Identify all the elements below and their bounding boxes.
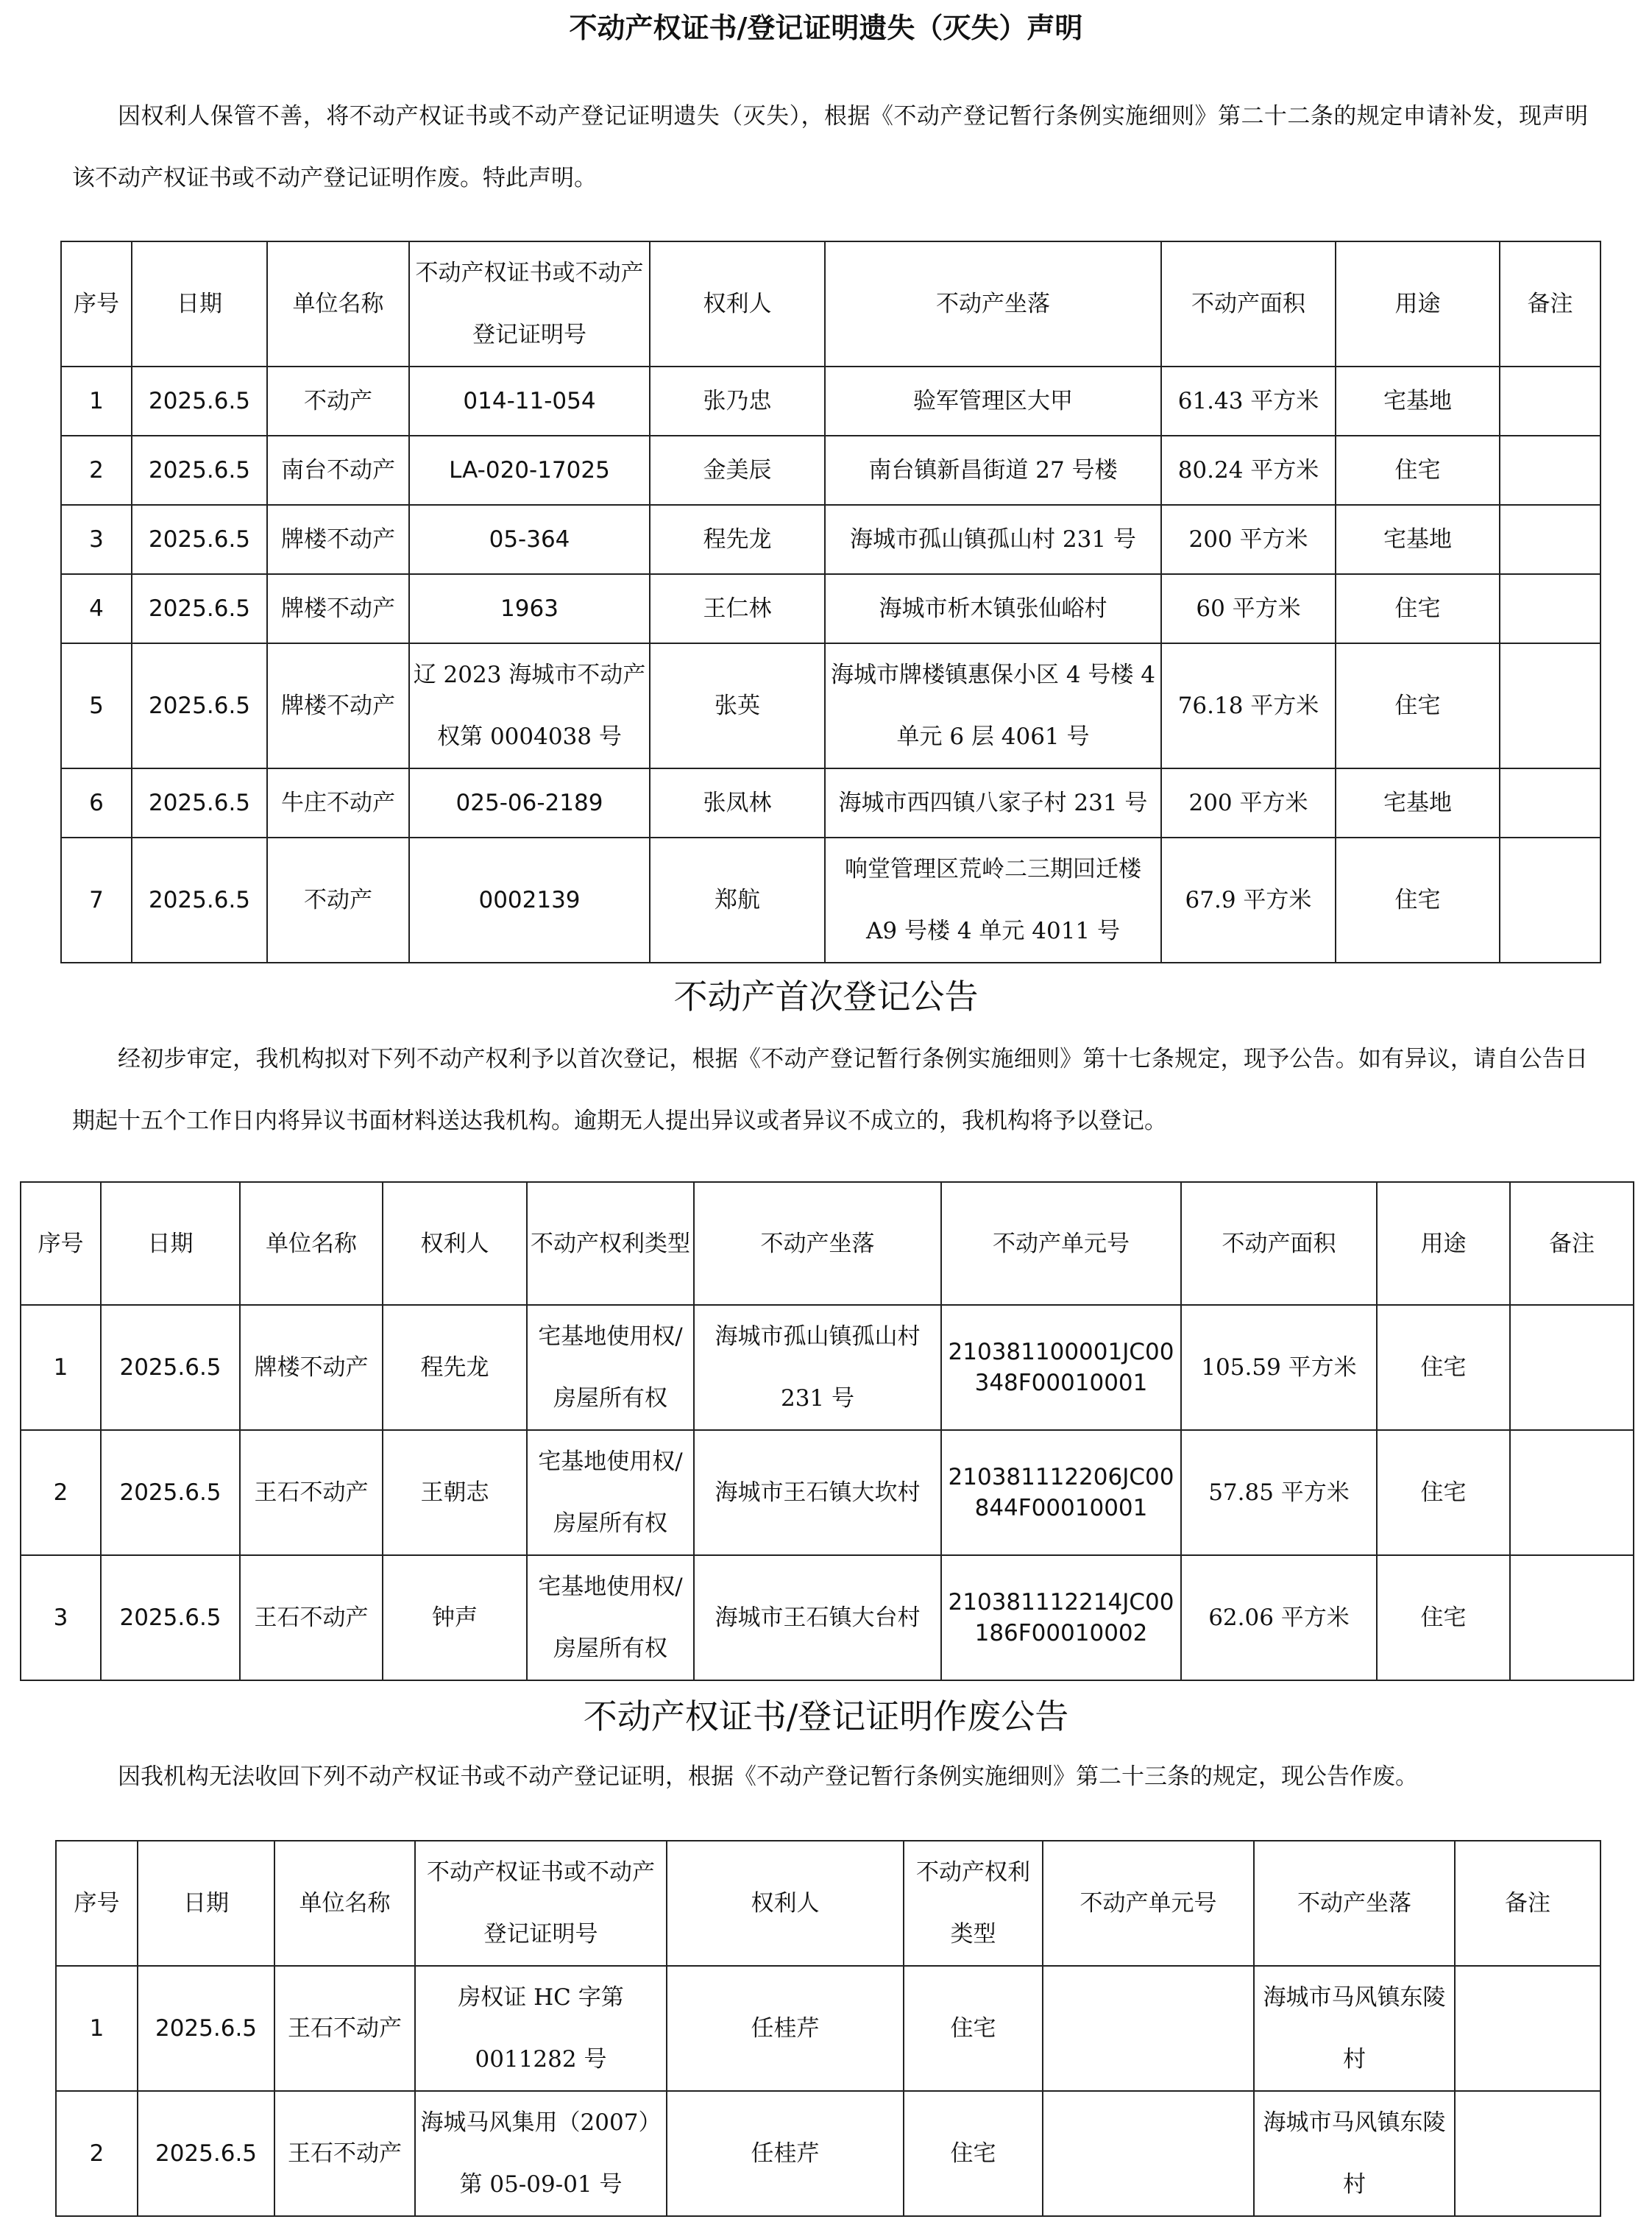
table-cell: 海城市王石镇大台村 — [694, 1555, 941, 1680]
table-cell: 5 — [61, 643, 132, 768]
table-cell: 62.06 平方米 — [1181, 1555, 1377, 1680]
header-cell: 不动产单元号 — [941, 1182, 1181, 1305]
table-cell: 住宅 — [1336, 838, 1500, 963]
table-cell: 任桂芹 — [667, 1966, 904, 2091]
table-cell: 6 — [61, 768, 132, 838]
table-cell: 200 平方米 — [1161, 768, 1336, 838]
lost-certificate-paragraph: 因权利人保管不善，将不动产权证书或不动产登记证明遗失（灭失），根据《不动产登记暂行条例实施细则》第二十二条的规定申请补发，现声明该不动产权证书或不动产登记证明作废。特此声明。 — [72, 103, 1588, 191]
header-cell: 单位名称 — [274, 1841, 415, 1966]
table-row — [21, 1430, 1634, 1555]
table-row — [61, 838, 1600, 963]
table-cell: 宅基地使用权/房屋所有权 — [527, 1430, 694, 1555]
header-cell: 不动产权利类型 — [527, 1182, 694, 1305]
table-cell: 海城市王石镇大坎村 — [694, 1430, 941, 1555]
table-cell: 05-364 — [409, 505, 650, 574]
header-cell: 用途 — [1336, 241, 1500, 367]
header-cell: 不动产坐落 — [1254, 1841, 1455, 1966]
table-cell: 海城市孤山镇孤山村 231 号 — [694, 1305, 941, 1430]
table-cell: 宅基地 — [1336, 367, 1500, 436]
table-cell: 金美辰 — [650, 436, 825, 505]
table-cell: 2025.6.5 — [132, 574, 267, 643]
table-cell: 牌楼不动产 — [267, 643, 409, 768]
table-cell: 住宅 — [1336, 436, 1500, 505]
table-cell: 海城市析木镇张仙峪村 — [825, 574, 1161, 643]
table-cell — [1455, 2091, 1600, 2216]
table-cell: 海城市孤山镇孤山村 231 号 — [825, 505, 1161, 574]
table-cell: 61.43 平方米 — [1161, 367, 1336, 436]
table-row — [61, 768, 1600, 838]
table-cell: 宅基地使用权/房屋所有权 — [527, 1555, 694, 1680]
table-cell: 程先龙 — [383, 1305, 527, 1430]
table-cell: 海城市马风镇东陵村 — [1254, 2091, 1455, 2216]
table-cell — [1510, 1555, 1634, 1680]
header-cell: 不动产单元号 — [1043, 1841, 1254, 1966]
header-cell: 备注 — [1455, 1841, 1600, 1966]
table-cell: 1 — [61, 367, 132, 436]
header-cell: 权利人 — [650, 241, 825, 367]
header-cell: 权利人 — [667, 1841, 904, 1966]
table-cell — [1500, 505, 1600, 574]
table-cell: 2025.6.5 — [101, 1305, 240, 1430]
header-cell: 序号 — [56, 1841, 138, 1966]
header-cell: 用途 — [1377, 1182, 1510, 1305]
header-cell: 序号 — [61, 241, 132, 367]
header-cell: 序号 — [21, 1182, 101, 1305]
table-cell: 海城市牌楼镇惠保小区 4 号楼 4 单元 6 层 4061 号 — [825, 643, 1161, 768]
table-cell: 南台镇新昌街道 27 号楼 — [825, 436, 1161, 505]
table-cell: 住宅 — [904, 2091, 1043, 2216]
table-cell: 牌楼不动产 — [267, 505, 409, 574]
table-cell — [1043, 1966, 1254, 2091]
table-cell: 210381100001JC00348F00010001 — [941, 1305, 1181, 1430]
header-cell: 单位名称 — [240, 1182, 383, 1305]
table-cell: 0002139 — [409, 838, 650, 963]
table-cell: 辽 2023 海城市不动产权第 0004038 号 — [409, 643, 650, 768]
table-cell — [1500, 574, 1600, 643]
header-cell: 不动产权利类型 — [904, 1841, 1043, 1966]
table-cell — [1510, 1305, 1634, 1430]
table-cell: 2025.6.5 — [132, 838, 267, 963]
table-cell: 牌楼不动产 — [240, 1305, 383, 1430]
table-cell: 王石不动产 — [240, 1555, 383, 1680]
table-cell — [1500, 367, 1600, 436]
table-cell: 2 — [56, 2091, 138, 2216]
table-header-row — [21, 1182, 1634, 1305]
table-row — [56, 2091, 1600, 2216]
header-cell: 不动产权证书或不动产登记证明号 — [409, 241, 650, 367]
table-cell: 牌楼不动产 — [267, 574, 409, 643]
table-cell: 7 — [61, 838, 132, 963]
first-registration-table — [20, 1181, 1634, 1681]
table-cell: 1 — [56, 1966, 138, 2091]
void-certificate-title: 不动产权证书/登记证明作废公告 — [583, 1696, 1069, 1736]
header-cell: 不动产面积 — [1161, 241, 1336, 367]
table-row — [61, 574, 1600, 643]
table-cell — [1500, 838, 1600, 963]
table-cell — [1500, 436, 1600, 505]
table-cell: 住宅 — [904, 1966, 1043, 2091]
table-row — [61, 367, 1600, 436]
table-cell: 025-06-2189 — [409, 768, 650, 838]
table-row — [21, 1305, 1634, 1430]
table-cell — [1455, 1966, 1600, 2091]
header-cell: 日期 — [138, 1841, 274, 1966]
table-cell: 2025.6.5 — [138, 2091, 274, 2216]
table-cell: 郑航 — [650, 838, 825, 963]
table-cell: 3 — [61, 505, 132, 574]
table-cell: 67.9 平方米 — [1161, 838, 1336, 963]
table-cell: 76.18 平方米 — [1161, 643, 1336, 768]
table-cell: 海城市西四镇八家子村 231 号 — [825, 768, 1161, 838]
table-cell: 王石不动产 — [240, 1430, 383, 1555]
header-cell: 日期 — [132, 241, 267, 367]
table-cell: 2025.6.5 — [132, 768, 267, 838]
lost-certificate-table — [60, 241, 1601, 963]
header-cell: 不动产坐落 — [825, 241, 1161, 367]
table-cell: 住宅 — [1377, 1430, 1510, 1555]
table-cell: 任桂芹 — [667, 2091, 904, 2216]
table-cell: 60 平方米 — [1161, 574, 1336, 643]
table-row — [61, 505, 1600, 574]
table-cell: 程先龙 — [650, 505, 825, 574]
table-cell: 海城马风集用（2007）第 05-09-01 号 — [415, 2091, 667, 2216]
table-cell: 王朝志 — [383, 1430, 527, 1555]
table-cell: 张凤林 — [650, 768, 825, 838]
header-cell: 日期 — [101, 1182, 240, 1305]
header-cell: 不动产坐落 — [694, 1182, 941, 1305]
table-cell: 王仁林 — [650, 574, 825, 643]
header-cell: 备注 — [1500, 241, 1600, 367]
table-row — [56, 1966, 1600, 2091]
table-cell: 2025.6.5 — [132, 367, 267, 436]
table-cell: 宅基地使用权/房屋所有权 — [527, 1305, 694, 1430]
table-cell: 住宅 — [1377, 1305, 1510, 1430]
table-cell: 2 — [61, 436, 132, 505]
table-cell: 王石不动产 — [274, 2091, 415, 2216]
table-cell: 105.59 平方米 — [1181, 1305, 1377, 1430]
table-cell: 2025.6.5 — [101, 1555, 240, 1680]
table-cell: 2025.6.5 — [132, 643, 267, 768]
void-certificate-table — [55, 1840, 1601, 2217]
table-cell — [1500, 768, 1600, 838]
table-cell: 不动产 — [267, 367, 409, 436]
table-cell: 住宅 — [1336, 574, 1500, 643]
table-cell — [1500, 643, 1600, 768]
table-cell: 210381112206JC00844F00010001 — [941, 1430, 1181, 1555]
table-cell: 2025.6.5 — [132, 436, 267, 505]
table-cell: 2025.6.5 — [138, 1966, 274, 2091]
table-cell: 张乃忠 — [650, 367, 825, 436]
table-row — [21, 1555, 1634, 1680]
table-header-row — [56, 1841, 1600, 1966]
table-cell: 响堂管理区荒岭二三期回迁楼 A9 号楼 4 单元 4011 号 — [825, 838, 1161, 963]
table-cell: 宅基地 — [1336, 768, 1500, 838]
lost-certificate-title: 不动产权证书/登记证明遗失（灭失）声明 — [569, 11, 1083, 44]
header-cell: 权利人 — [383, 1182, 527, 1305]
table-cell: 牛庄不动产 — [267, 768, 409, 838]
table-cell: 2025.6.5 — [132, 505, 267, 574]
table-header-row — [61, 241, 1600, 367]
table-cell: 80.24 平方米 — [1161, 436, 1336, 505]
table-cell: 57.85 平方米 — [1181, 1430, 1377, 1555]
table-row — [61, 436, 1600, 505]
header-cell: 不动产面积 — [1181, 1182, 1377, 1305]
void-certificate-paragraph: 因我机构无法收回下列不动产权证书或不动产登记证明，根据《不动产登记暂行条例实施细则》第二十三条的规定，现公告作废。 — [118, 1763, 1418, 1790]
table-cell: 200 平方米 — [1161, 505, 1336, 574]
table-cell: 住宅 — [1377, 1555, 1510, 1680]
table-cell: 海城市马风镇东陵村 — [1254, 1966, 1455, 2091]
table-cell: 不动产 — [267, 838, 409, 963]
first-registration-paragraph: 经初步审定，我机构拟对下列不动产权利予以首次登记，根据《不动产登记暂行条例实施细则》第十七条规定，现予公告。如有异议，请自公告日期起十五个工作日内将异议书面材料送达我机构。逾期无人提出异议或者异议不成立的，我机构将予以登记。 — [72, 1046, 1588, 1134]
table-cell: 验军管理区大甲 — [825, 367, 1161, 436]
table-cell: 1963 — [409, 574, 650, 643]
table-cell: 2025.6.5 — [101, 1430, 240, 1555]
table-cell — [1043, 2091, 1254, 2216]
table-cell: 3 — [21, 1555, 101, 1680]
table-cell: 张英 — [650, 643, 825, 768]
table-cell — [1510, 1430, 1634, 1555]
header-cell: 单位名称 — [267, 241, 409, 367]
table-cell: 钟声 — [383, 1555, 527, 1680]
table-cell: 014-11-054 — [409, 367, 650, 436]
table-cell: 2 — [21, 1430, 101, 1555]
first-registration-title: 不动产首次登记公告 — [673, 977, 979, 1016]
table-row — [61, 643, 1600, 768]
table-cell: LA-020-17025 — [409, 436, 650, 505]
table-cell: 住宅 — [1336, 643, 1500, 768]
table-cell: 1 — [21, 1305, 101, 1430]
table-cell: 210381112214JC00186F00010002 — [941, 1555, 1181, 1680]
header-cell: 备注 — [1510, 1182, 1634, 1305]
table-cell: 房权证 HC 字第 0011282 号 — [415, 1966, 667, 2091]
table-cell: 王石不动产 — [274, 1966, 415, 2091]
table-cell: 南台不动产 — [267, 436, 409, 505]
table-cell: 4 — [61, 574, 132, 643]
table-cell: 宅基地 — [1336, 505, 1500, 574]
header-cell: 不动产权证书或不动产登记证明号 — [415, 1841, 667, 1966]
